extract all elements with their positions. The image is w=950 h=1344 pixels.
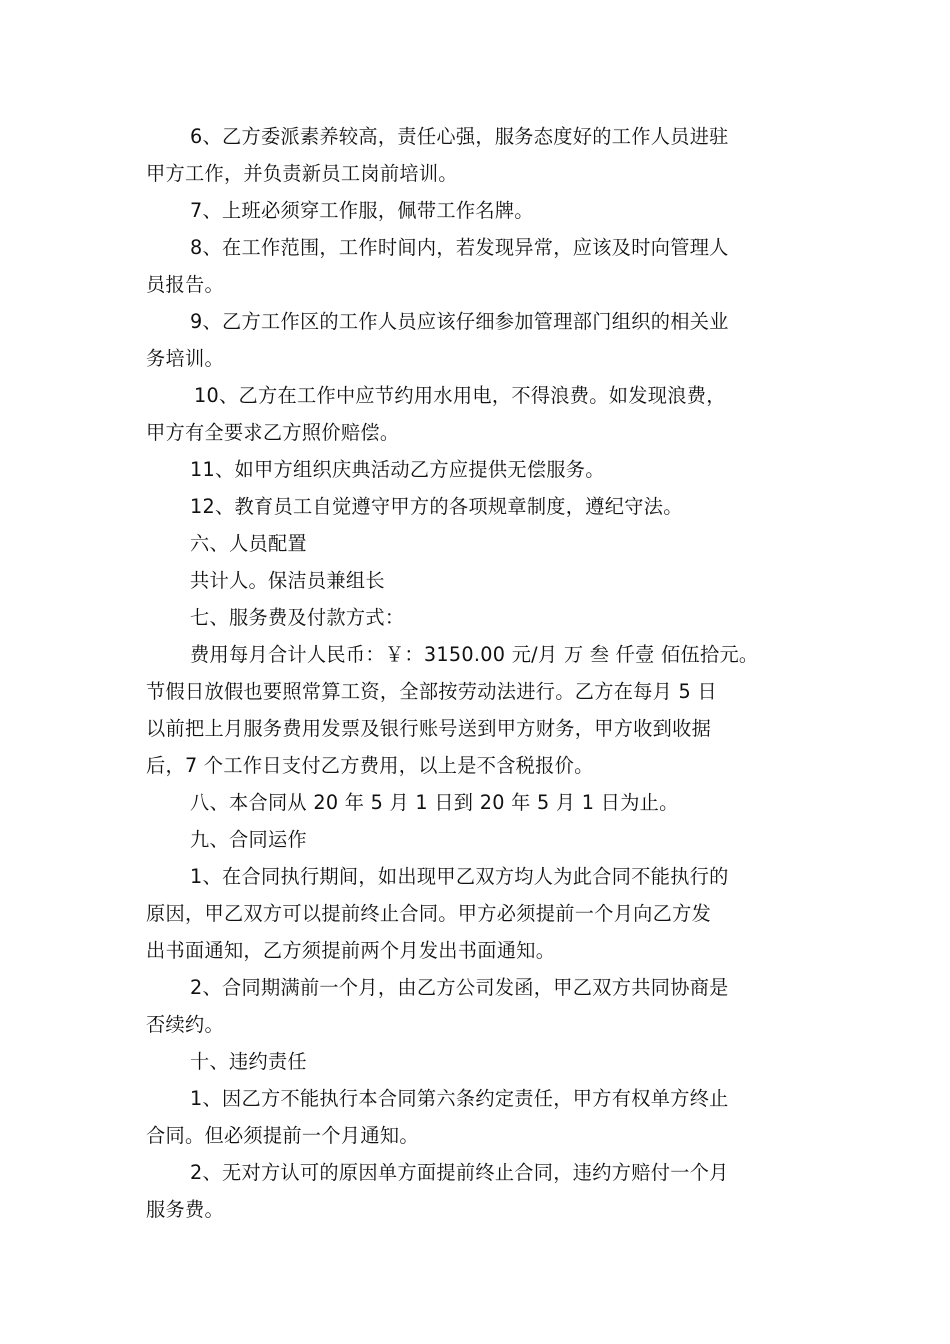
section-heading: 九、合同运作: [190, 828, 307, 851]
paragraph-line: 7、上班必须穿工作服，佩带工作名牌。: [190, 199, 534, 222]
paragraph-line: 8、在工作范围，工作时间内，若发现异常，应该及时向管理人: [190, 236, 729, 259]
paragraph-line: 费用每月合计人民币：￥：3150.00 元/月 万 叁 仟壹 佰伍拾元。: [190, 643, 759, 666]
paragraph-line: 共计人。保洁员兼组长: [190, 569, 385, 592]
paragraph-line: 服务费。: [146, 1198, 224, 1221]
paragraph-line: 11、如甲方组织庆典活动乙方应提供无偿服务。: [190, 458, 605, 481]
paragraph-line: 1、因乙方不能执行本合同第六条约定责任，甲方有权单方终止: [190, 1087, 729, 1110]
paragraph-line: 2、合同期满前一个月，由乙方公司发函，甲乙双方共同协商是: [190, 976, 729, 999]
paragraph-line: 甲方有全要求乙方照价赔偿。: [146, 421, 400, 444]
section-heading: 七、服务费及付款方式：: [190, 606, 405, 629]
paragraph-line: 节假日放假也要照常算工资，全部按劳动法进行。乙方在每月 5 日: [146, 680, 717, 703]
paragraph-line: 10、乙方在工作中应节约用水用电，不得浪费。如发现浪费，: [194, 384, 726, 407]
paragraph-line: 原因，甲乙双方可以提前终止合同。甲方必须提前一个月向乙方发: [146, 902, 712, 925]
paragraph-line: 9、乙方工作区的工作人员应该仔细参加管理部门组织的相关业: [190, 310, 729, 333]
paragraph-line: 以前把上月服务费用发票及银行账号送到甲方财务，甲方收到收据: [146, 717, 712, 740]
paragraph-line: 2、无对方认可的原因单方面提前终止合同，违约方赔付一个月: [190, 1161, 729, 1184]
paragraph-line: 务培训。: [146, 347, 224, 370]
paragraph-line: 后，7 个工作日支付乙方费用，以上是不含税报价。: [146, 754, 594, 777]
section-heading: 六、人员配置: [190, 532, 307, 555]
paragraph-line: 出书面通知，乙方须提前两个月发出书面通知。: [146, 939, 556, 962]
section-heading: 十、违约责任: [190, 1050, 307, 1073]
paragraph-line: 6、乙方委派素养较高，责任心强，服务态度好的工作人员进驻: [190, 125, 729, 148]
paragraph-line: 甲方工作，并负责新员工岗前培训。: [146, 162, 458, 185]
paragraph-line: 12、教育员工自觉遵守甲方的各项规章制度，遵纪守法。: [190, 495, 683, 518]
document-body: [146, 118, 818, 1228]
paragraph-line: 合同。但必须提前一个月通知。: [146, 1124, 419, 1147]
paragraph-line: 员报告。: [146, 273, 224, 296]
section-heading: 八、本合同从 20 年 5 月 1 日到 20 年 5 月 1 日为止。: [190, 791, 679, 814]
paragraph-line: 否续约。: [146, 1013, 224, 1036]
paragraph-line: 1、在合同执行期间，如出现甲乙双方均人为此合同不能执行的: [190, 865, 729, 888]
